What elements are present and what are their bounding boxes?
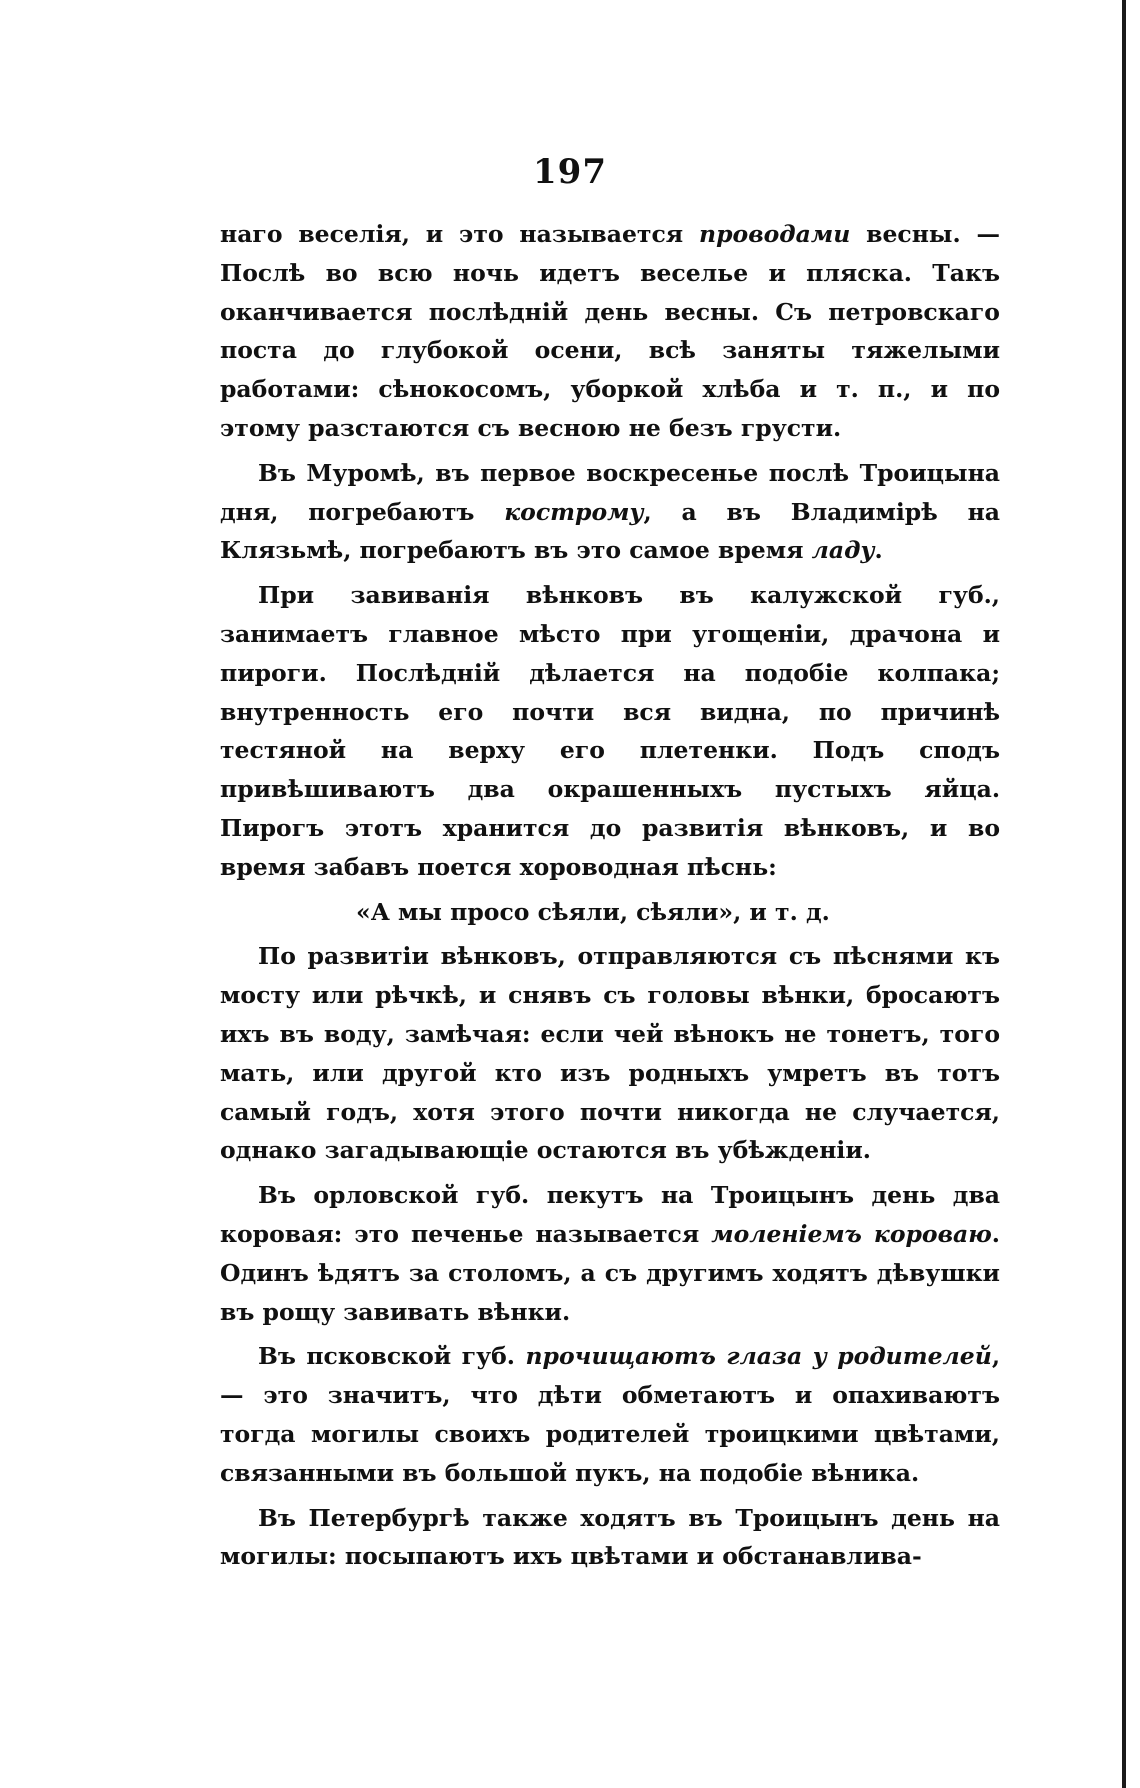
paragraph-6-italic-a: прочищаютъ глаза у родителей (525, 1342, 992, 1371)
paragraph-2-italic-a: кострому (504, 497, 644, 526)
body-text (220, 215, 1000, 1582)
paragraph-5-text-b: . Одинъ ѣдятъ за столомъ, а съ другимъ ходятъ дѣвушки въ рощу завивать вѣнки. (220, 1219, 1000, 1326)
paragraph-6-text-a: Въ псковской губ. (258, 1342, 526, 1371)
paragraph-4: По развитіи вѣнковъ, отправляются съ пѣснями къ мосту или рѣчкѣ, и снявъ съ головы вѣнки, бросаютъ ихъ въ воду, замѣчая: если чей вѣнокъ не тонетъ, того мать, или другой кто изъ родныхъ умретъ въ тотъ самый годъ, хотя этого почти никогда не случается, однако загадывающіе остаются въ убѣжденіи. (220, 942, 1000, 1165)
paragraph-1-italic-a: проводами (699, 220, 851, 248)
paragraph-5 (220, 1176, 1000, 1331)
paragraph-1-text-a: наго веселія, и это называется (220, 220, 699, 248)
paragraph-5-italic-a: моленіемъ короваю (711, 1219, 992, 1248)
paragraph-2-italic-b: ладу (811, 536, 875, 565)
paragraph-1-text-b: весны. — Послѣ во всю ночь идетъ веселье и пляска. Такъ оканчивается послѣдній день весны. Съ петровскаго поста до глубокой осени, всѣ заняты тяжелыми работами: сѣнокосомъ, уборкой хлѣба и т. п., и по этому разстаются съ весною не безъ грусти. (220, 220, 1001, 442)
paragraph-2 (220, 454, 1000, 570)
paragraph-2-text-b: , а въ Владимірѣ на Клязьмѣ, погребаютъ въ это самое время (220, 497, 1000, 565)
paragraph-2-text-a: Въ Муромѣ, въ первое воскресенье послѣ Троицына дня, погребаютъ (220, 458, 1000, 526)
page-number: 197 (533, 152, 607, 192)
paragraph-6-text-b: ,— это значитъ, что дѣти обметаютъ и опахиваютъ тогда могилы своихъ родителей троицкими цвѣтами, связанными въ большой пукъ, на подобіе вѣника. (220, 1342, 1000, 1487)
paragraph-7: Въ Петербургѣ также ходятъ въ Троицынъ день на могилы: посыпаютъ ихъ цвѣтами и обстанавлива- (220, 1503, 1000, 1571)
paragraph-3: При завиванія вѣнковъ въ калужской губ., занимаетъ главное мѣсто при угощеніи, драчона и пироги. Послѣдній дѣлается на подобіе колпака; внутренность его почти вся видна, по причинѣ тестяной на верху его плетенки. Подъ сподъ привѣшиваютъ два окрашенныхъ пустыхъ яйца. Пирогъ этотъ хранится до развитія вѣнковъ, и во время забавъ поется хороводная пѣснь: (220, 581, 1000, 881)
paragraph-5-text-a: Въ орловской губ. пекутъ на Троицынъ день два коровая: это печенье называется (220, 1181, 1000, 1248)
page-edge-shadow (1122, 0, 1126, 1788)
song-verse: «А мы просо сѣяли, сѣяли», и т. д. (356, 897, 830, 926)
paragraph-1 (220, 215, 1000, 448)
paragraph-6 (220, 1337, 1000, 1492)
paragraph-2-text-c: . (874, 536, 883, 565)
